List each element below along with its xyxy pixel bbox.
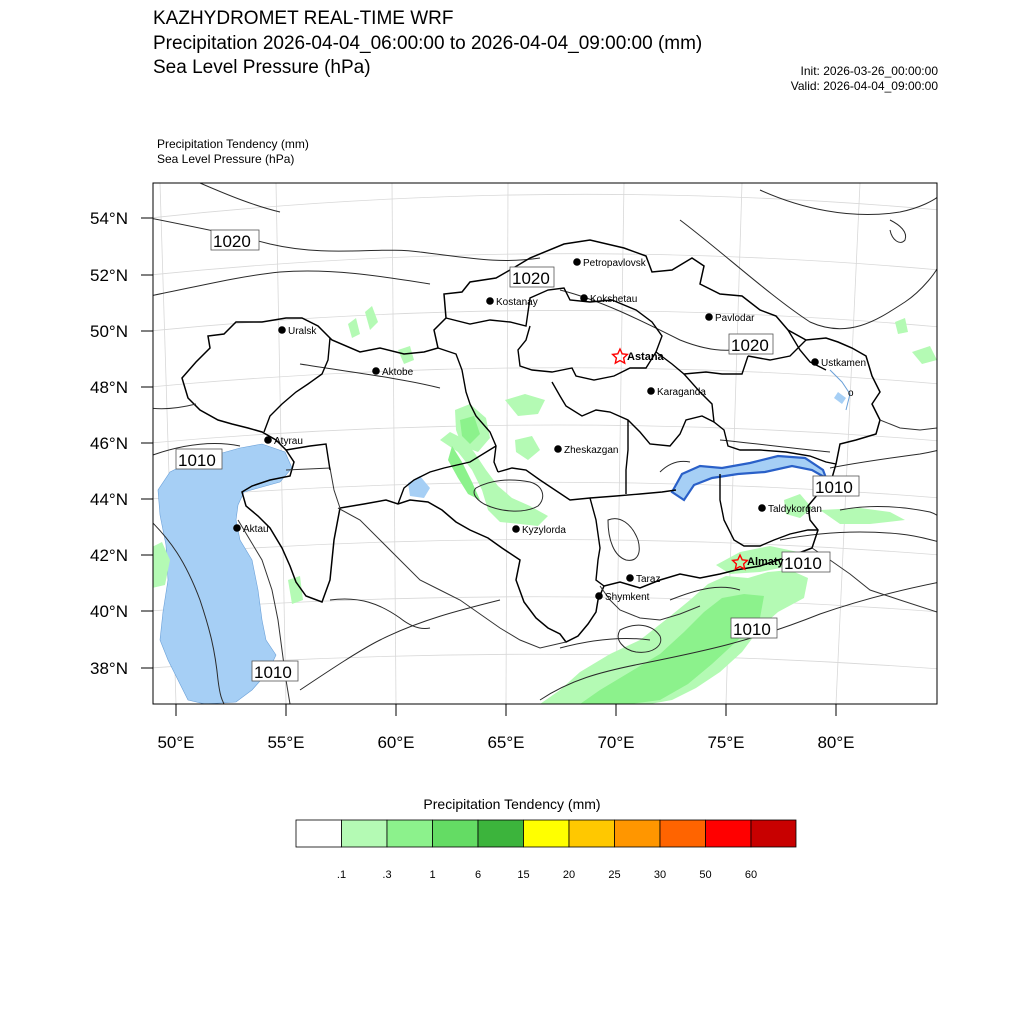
city-label: Aktau xyxy=(243,524,269,535)
aral-sea xyxy=(408,476,430,498)
lat-label: 50°N xyxy=(90,322,128,341)
city-dot xyxy=(264,436,272,444)
lon-label: 75°E xyxy=(707,733,745,752)
lake-alakol xyxy=(834,392,846,404)
city-label: Karaganda xyxy=(657,387,706,398)
colorbar xyxy=(296,820,796,847)
colorbar-swatch xyxy=(524,820,570,847)
lon-label: 60°E xyxy=(377,733,415,752)
city-dot xyxy=(811,358,819,366)
city-label: Pavlodar xyxy=(715,313,755,324)
city-dot xyxy=(486,297,494,305)
city-dot xyxy=(573,258,581,266)
colorbar-swatch xyxy=(615,820,661,847)
colorbar-tick-label: 50 xyxy=(699,869,712,881)
isobar-label: 1020 xyxy=(213,232,251,251)
lat-label: 38°N xyxy=(90,659,128,678)
city-label: Kyzylorda xyxy=(522,525,566,536)
isobar-label: 1020 xyxy=(731,336,769,355)
lat-label: 40°N xyxy=(90,602,128,621)
city-dot xyxy=(758,504,766,512)
colorbar-swatch xyxy=(569,820,615,847)
colorbar-tick-label: 1 xyxy=(429,869,436,881)
lat-label: 54°N xyxy=(90,209,128,228)
init-time: Init: 2026-03-26_00:00:00 xyxy=(800,64,938,78)
lat-label: 52°N xyxy=(90,266,128,285)
lat-label: 46°N xyxy=(90,434,128,453)
lat-label: 42°N xyxy=(90,546,128,565)
lat-label: 44°N xyxy=(90,490,128,509)
colorbar-tick-label: 6 xyxy=(474,869,482,881)
colorbar-swatch xyxy=(342,820,388,847)
lon-label: 65°E xyxy=(487,733,525,752)
city-dot xyxy=(595,592,603,600)
city-dot xyxy=(512,525,520,533)
city-label: Uralsk xyxy=(288,326,317,337)
colorbar-tick-label: 20 xyxy=(562,869,576,881)
city-dot xyxy=(626,574,634,582)
lake-balkhash xyxy=(672,456,826,500)
city-dot xyxy=(580,294,588,302)
city-label: Petropavlovsk xyxy=(583,258,646,269)
title-line-3: Sea Level Pressure (hPa) xyxy=(153,57,371,78)
colorbar-swatch xyxy=(706,820,752,847)
colorbar-tick-label: .3 xyxy=(382,869,392,881)
subtitle-precip: Precipitation Tendency (mm) xyxy=(157,137,309,151)
isobar-label: 1020 xyxy=(512,269,550,288)
lon-label: 70°E xyxy=(597,733,635,752)
valid-time: Valid: 2026-04-04_09:00:00 xyxy=(790,79,938,93)
city-label: Taldykorgan xyxy=(768,504,822,515)
lon-label: 50°E xyxy=(157,733,195,752)
city-dot xyxy=(647,387,655,395)
city-dot xyxy=(705,313,713,321)
isobar-label: 1010 xyxy=(254,663,292,682)
colorbar-tick-label: 60 xyxy=(744,869,758,881)
city-dot xyxy=(233,524,241,532)
colorbar-swatch xyxy=(478,820,524,847)
isobar-label: 1010 xyxy=(784,554,822,573)
capital-star-icon xyxy=(613,349,628,363)
lat-label: 48°N xyxy=(90,378,128,397)
city-dot xyxy=(278,326,286,334)
city-label: Kokshetau xyxy=(590,294,638,305)
capital-label: Astana xyxy=(627,351,664,363)
lake-label: o xyxy=(848,388,854,399)
latitude-labels xyxy=(90,209,128,678)
oblast-borders xyxy=(264,288,836,586)
isobar-label: 1010 xyxy=(178,451,216,470)
colorbar-tick-label: .1 xyxy=(336,869,347,881)
isobar-label: 1010 xyxy=(733,620,771,639)
city-label: Ustkamen xyxy=(821,358,867,369)
colorbar-tick-label: 25 xyxy=(608,869,621,881)
colorbar-tick-label: 15 xyxy=(517,869,530,881)
colorbar-swatch xyxy=(660,820,706,847)
colorbar-ticks xyxy=(337,869,757,881)
title-line-1: KAZHYDROMET REAL-TIME WRF xyxy=(153,8,454,29)
city-dot xyxy=(372,367,380,375)
colorbar-swatch xyxy=(433,820,479,847)
city-label: Taraz xyxy=(636,574,661,585)
city-label: Shymkent xyxy=(605,592,650,603)
city-dot xyxy=(554,445,562,453)
longitude-labels xyxy=(157,733,854,752)
colorbar-swatch xyxy=(296,820,342,847)
colorbar-swatch xyxy=(751,820,796,847)
subtitle-slp: Sea Level Pressure (hPa) xyxy=(157,152,295,166)
city-label: Aktobe xyxy=(382,367,414,378)
lon-label: 55°E xyxy=(267,733,305,752)
isobar-label: 1010 xyxy=(815,478,853,497)
city-label: Zheskazgan xyxy=(564,445,619,456)
city-label: Atyrau xyxy=(274,436,303,447)
lon-label: 80°E xyxy=(817,733,855,752)
city-label: Kostanay xyxy=(496,297,538,308)
colorbar-swatch xyxy=(387,820,433,847)
title-line-2: Precipitation 2026-04-04_06:00:00 to 2026-04-04_09:00:00 (mm) xyxy=(153,33,703,54)
capital-label: Almaty xyxy=(747,556,784,568)
colorbar-title: Precipitation Tendency (mm) xyxy=(423,796,601,812)
colorbar-tick-label: 30 xyxy=(653,869,667,881)
